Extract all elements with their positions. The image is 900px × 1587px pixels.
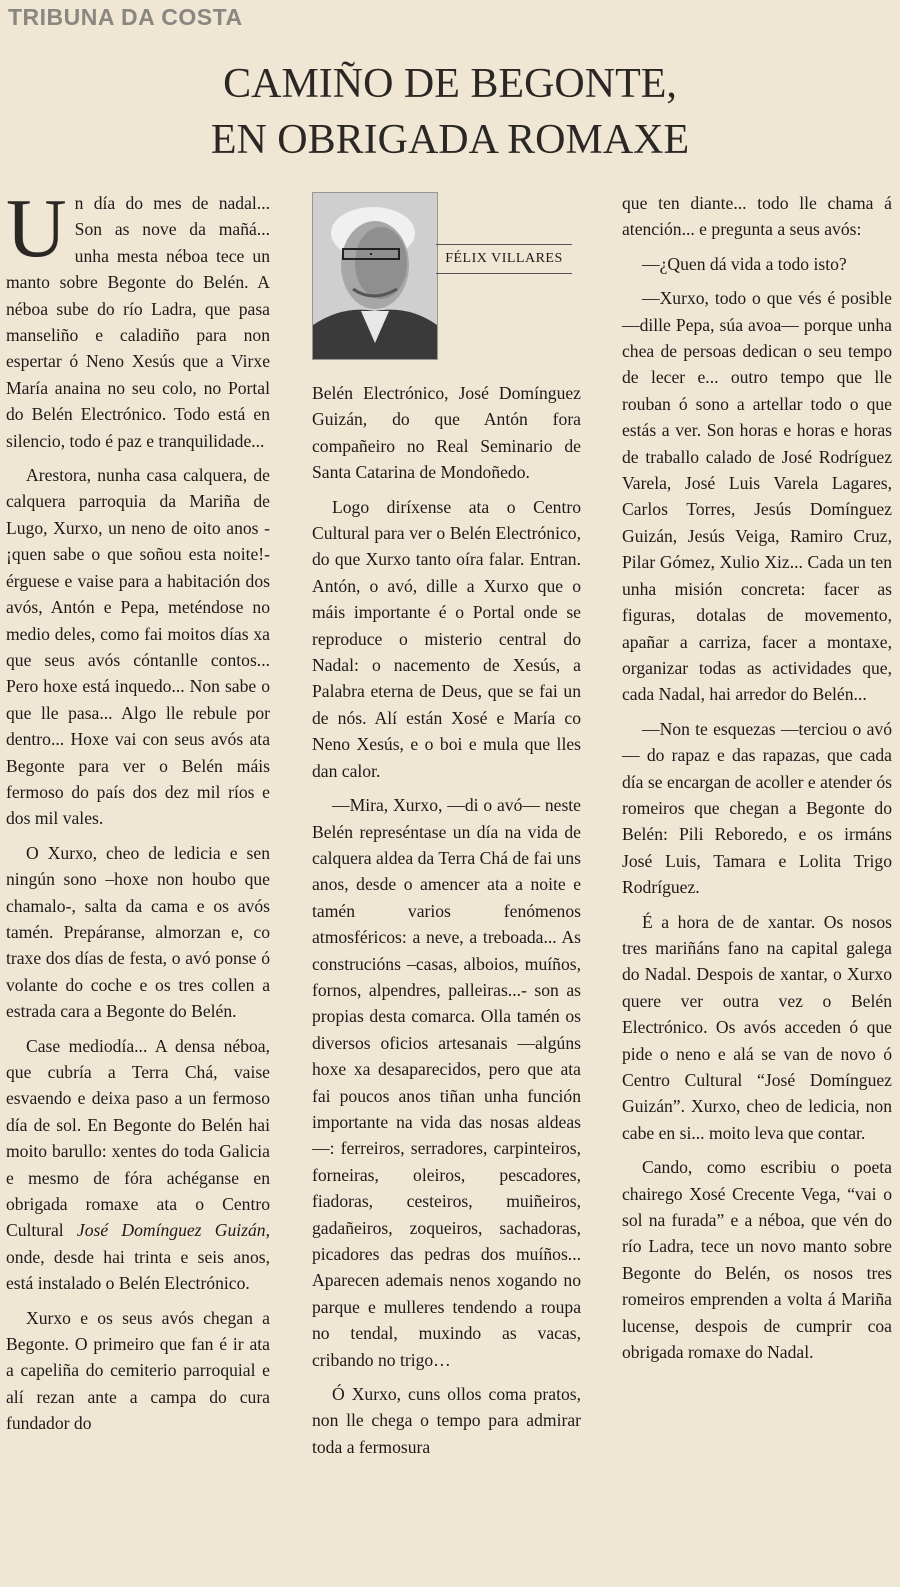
article-paragraph: Belén Electrónico, José Domínguez Guizán, do que Antón fora compañeiro no Real Seminario de Santa Catarina de Mondoñedo. (312, 383, 581, 483)
author-byline: FÉLIX VILLARES (436, 244, 572, 274)
headline-line-1: CAMIÑO DE BEGONTE, (223, 61, 677, 107)
article-paragraph: Xurxo e os seus avós chegan a Begonte. O primeiro que fan é ir ata a capeliña do cemiterio parroquial e alí rezan ante a campa do cura fundador do (6, 1307, 270, 1434)
portrait-svg (313, 193, 437, 359)
drop-cap: U (6, 182, 67, 275)
article-paragraph: Ó Xurxo, cuns ollos coma pratos, non lle chega o tempo para admirar toda a fermosura (312, 1384, 581, 1457)
article-paragraph: É a hora de de xantar. Os nosos tres mariñáns fano na capital galega do Nadal. Despois de xantar, o Xurxo quere ver outra vez o Belén Electrónico. Os avós acceden ó que pide o neno e alá se van de novo ó Centro Cultural “José Domínguez Guizán”. Xurxo, cheo de ledicia, non cabe en si... moito leva que contar. (622, 911, 892, 1143)
article-paragraph (6, 1033, 270, 1297)
article-column-1 (6, 182, 270, 1437)
headline-line-2: EN OBRIGADA ROMAXE (210, 117, 690, 163)
article-paragraph: —Non te esquezas —terciou o avó— do rapaz e das rapazas, que cada día se encargan de acoller e atender ós romeiros que chegan a Begonte do Belén: Pili Reboredo, e os irmáns José Luis, Tamara e Lolita Trigo Rodríguez. (622, 718, 892, 898)
paragraph-text: Case mediodía... A densa néboa, que cubría a Terra Chá, vaise esvaendo e deixa paso a un fermoso día de sol. En Begonte do Belén hai moito barullo: xentes do toda Galicia e mesmo de fóra achéganse en obrigada romaxe ata o Centro Cultural (6, 1035, 270, 1241)
paragraph-text: n día do mes de nadal... Son as nove da mañá... unha mesta néboa tece un manto sobre Begonte do Belén. A néboa sube do río Ladra, que pasa manseliño e caladiño para non espertar ó Neno Xesús que a Virxe María anaina no seu colo, no Portal do Belén Electrónico. Todo está en silencio, todo é paz e tranquilidade... (6, 193, 270, 451)
headline (0, 56, 900, 168)
article-paragraph: que ten diante... todo lle chama á atención... e pregunta a seus avós: (622, 193, 892, 240)
article-column-2 (312, 380, 581, 1460)
section-header: TRIBUNA DA COSTA (8, 4, 243, 30)
article-paragraph: —Mira, Xurxo, —di o avó— neste Belén represéntase un día na vida de calquera aldea da Terra Chá de fai uns anos, desde o amencer ata a noite e tamén varios fenómenos atmosféricos: a neve, a treboada... As construcións –casas, alboios, muíños, fornos, alpendres, palleiras...- son as propias desta comarca. Olla tamén os diversos oficios artesanais —algúns hoxe xa desaparecidos, pero que ata fai poucos anos tiñan unha función importante na vida das nosas aldeas—: ferreiros, serradores, carpinteiros, forneiras, oleiros, pescadores, fiadoras, cesteiros, muiñeiros, gadañeiros, zoqueiros, sachadoras, picadores das pedras dos muíños... Aparecen ademais nenos xogando no parque e mulleres tendendo a roupa no tendal, muxindo as vacas, cribando no trigo… (312, 795, 581, 1370)
paragraph-text: , onde, desde hai trinta e seis anos, está instalado o Belén Electrónico. (6, 1220, 270, 1294)
article-paragraph: O Xurxo, cheo de ledicia e sen ningún sono –hoxe non houbo que chamalo-, salta da cama e os avós tamén. Prepáranse, almorzan e, co traxe dos días de festa, o avó ponse ó volante do coche e os tres collen a estrada cara a Begonte do Belén. (6, 842, 270, 1022)
article-paragraph: Cando, como escribiu o poeta chairego Xosé Crecente Vega, “vai o sol na furada” e a néboa, que vén do río Ladra, tece un novo manto sobre Begonte do Belén, os nosos tres romeiros emprenden a volta á Mariña lucense, despois de cumprir coa obrigada romaxe do Nadal. (622, 1157, 892, 1363)
article-paragraph: Arestora, nunha casa calquera, de calquera parroquia da Mariña de Lugo, Xurxo, un neno de oito anos -¡quen sabe o que soñou esta noite!- érguese e vaise para a habitación dos avós, Antón e Pepa, meténdose no medio deles, como fai moitos días xa que seus avós cóntanlle contos... Pero hoxe está inquedo... Non sabe o que lle pasa... Algo lle rebule por dentro... Hoxe vai con seus avós ata Begonte para ver o Belén máis fermoso do país dos dez mil ríos e dos mil vales. (6, 465, 270, 829)
article-column-3 (622, 190, 892, 1365)
italic-name: José Domínguez Guizán (76, 1220, 266, 1241)
article-paragraph: —Xurxo, todo o que vés é posible —dille Pepa, súa avoa— porque unha chea de persoas dedican o seu tempo de lecer e... outro tempo que lle rouban ó sono a artellar todo o que estás a ver. Son horas e horas e horas de traballo calado de José Rodríguez Varela, José Luis Varela Lagares, Carlos Torres, Jesús Domínguez Guizán, Jesús Veiga, Ramiro Cruz, Pilar Gómez, Xulio Xiz... Cada un ten unha misión concreta: facer as figuras, dotalas de movemento, apañar a carriza, facer a montaxe, organizar todas as actividades que, cada Nadal, hai arredor do Belén... (622, 288, 892, 705)
article-paragraph: Logo diríxense ata o Centro Cultural para ver o Belén Electrónico, do que Xurxo tanto oíra falar. Entran. Antón, o avó, dille a Xurxo que o máis importante é o Portal onde se reproduce o misterio central do Nadal: o nacemento de Xesús, a Palabra eterna de Deus, que se fai un de nós. Alí están Xosé e María co Neno Xesús, e o boi e mula que lles dan calor. (312, 496, 581, 781)
author-portrait-icon (312, 192, 438, 360)
article-paragraph: —¿Quen dá vida a todo isto? (642, 253, 847, 274)
article-paragraph (6, 182, 270, 454)
